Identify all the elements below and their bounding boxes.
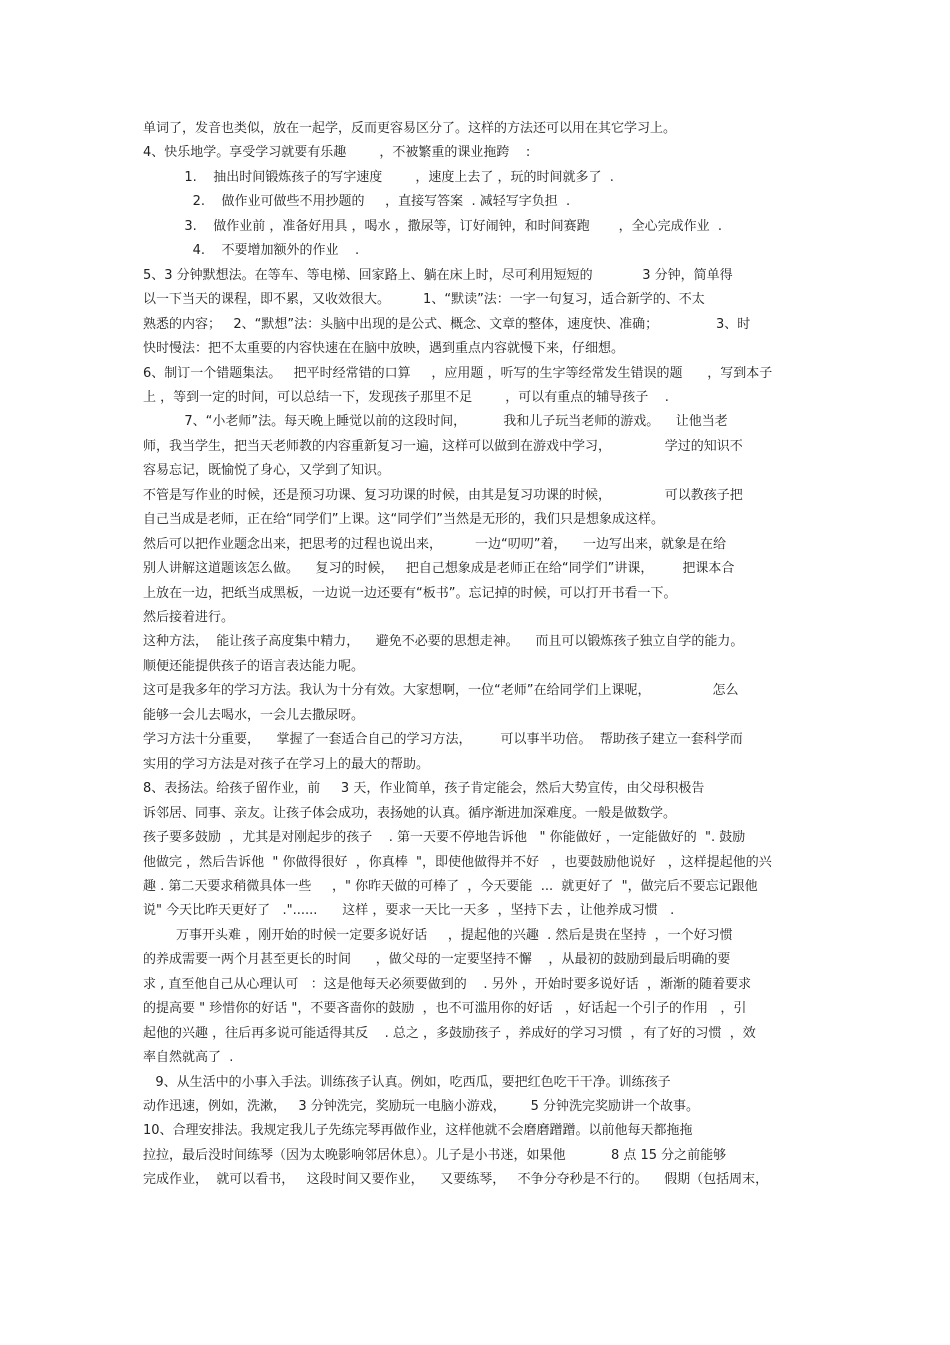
text-line: 这种方法， 能让孩子高度集中精力， 避免不必要的思想走神。 而且可以锻炼孩子独立自学的能力。: [143, 634, 744, 650]
text-line: 率自然就高了 .: [143, 1050, 234, 1066]
text-line: 7、“小老师”法。每天晚上睡觉以前的这段时间， 我和儿子玩当老师的游戏。 让他当老: [143, 414, 728, 430]
text-line: 孩子要多鼓励 ，尤其是对刚起步的孩子 . 第一天要不停地告诉他 " 你能做好 ，一定能做好的 ". 鼓励: [143, 830, 746, 845]
text-line: 完成作业， 就可以看书， 这段时间又要作业， 又要练琴， 不争分夺秒是不行的。 假期（包括周末，: [143, 1172, 769, 1188]
text-line: 3. 做作业前 ，准备好用具 ，喝水 ，撒尿等，订好闹钟，和时间赛跑 ，全心完成作业 .: [143, 218, 722, 234]
text-line: 万事开头难 ，刚开始的时候一定要多说好话 ，提起他的兴趣 . 然后是贵在坚持 ，一个好习惯: [143, 927, 733, 943]
text-line: 单词了，发音也类似，放在一起学，反而更容易区分了。这样的方法还可以用在其它学习上。: [143, 121, 677, 136]
text-line: 学习方法十分重要， 掌握了一套适合自己的学习方法， 可以事半功倍。 帮助孩子建立一套科学而: [143, 732, 743, 748]
text-line: 1. 抽出时间锻炼孩子的写字速度 ，速度上去了 ，玩的时间就多了 .: [143, 169, 614, 185]
text-line: 以一下当天的课程，即不累，又收效很大。 1、“默读”法：一字一句复习，适合新学的、不太: [143, 292, 705, 308]
text-line: 动作迅速，例如，洗漱， 3 分钟洗完，奖励玩一电脑小游戏， 5 分钟洗完奖励讲一个故事。: [143, 1099, 699, 1114]
text-line: 能够一会儿去喝水，一会儿去撒尿呀。: [143, 707, 365, 723]
text-line: 诉邻居、同事、亲友。让孩子体会成功，表扬她的认真。循序渐进加深难度。一般是做数学。: [143, 805, 677, 821]
text-line: 师，我当学生，把当天老师教的内容重新复习一遍，这样可以做到在游戏中学习， 学过的知识不: [143, 438, 743, 454]
text-line: 4. 不要增加额外的作业 .: [143, 243, 360, 259]
text-line: 趣 . 第二天要求稍微具体一些 ，" 你昨天做的可棒了 ，今天要能 ... 就更好了 "，做完后不要忘记跟他: [143, 878, 758, 894]
text-line: 6、制订一个错题集法。 把平时经常错的口算 ，应用题 ，听写的生字等经常发生错误的题 ，写到本子: [143, 365, 773, 381]
text-line: 他做完 ，然后告诉他 " 你做得很好 ，你真棒 "，即使他做得并不好 ，也要鼓励他说好 ，这样提起他的兴: [143, 854, 772, 870]
text-line: 的养成需要一两个月甚至更长的时间 ，做父母的一定要坚持不懈 ，从最初的鼓励到最后明确的要: [143, 952, 731, 968]
text-line: 上 ，等到一定的时间，可以总结一下，发现孩子那里不足 ，可以有重点的辅导孩子 .: [143, 389, 669, 405]
text-line: 2. 做作业可做些不用抄题的 ，直接写答案 . 减轻写字负担 .: [143, 194, 571, 210]
text-line: 上放在一边，把纸当成黑板，一边说一边还要有“板书”。忘记掉的时候，可以打开书看一下。: [143, 585, 677, 601]
text-line: 别人讲解这道题该怎么做。 复习的时候， 把自己想象成是老师正在给“同学们”讲课， 把课本合: [143, 561, 735, 577]
text-line: 9、从生活中的小事入手法。训练孩子认真。例如，吃西瓜，要把红色吃干干净。训练孩子: [143, 1074, 671, 1090]
text-line: 实用的学习方法是对孩子在学习上的最大的帮助。: [143, 756, 430, 772]
text-line: 8、表扬法。给孩子留作业，前 3 天，作业简单，孩子肯定能会，然后大势宣传，由父母积极告: [143, 781, 705, 797]
text-line: 4、快乐地学。享受学习就要有乐趣 ，不被繁重的课业拖跨 :: [143, 145, 531, 161]
text-line: 10、合理安排法。我规定我儿子先练完琴再做作业，这样他就不会磨磨蹭蹭。以前他每天都拖拖: [143, 1123, 693, 1139]
text-line: 顺便还能提供孩子的语言表达能力呢。: [143, 658, 365, 674]
text-line: 然后接着进行。: [143, 610, 235, 625]
text-line: 求 , 直至他自己从心理认可 ：这是他每天必须要做到的 . 另外 ，开始时要多说好话 ，渐渐的随着要求: [143, 976, 751, 992]
text-line: 拉拉，最后没时间练琴（因为太晚影响邻居休息）。儿子是小书迷，如果他 8 点 15 分之前能够: [143, 1147, 727, 1163]
text-line: 5、3 分钟默想法。在等车、等电梯、回家路上、躺在床上时，尽可利用短短的 3 分钟，简单得: [143, 267, 733, 283]
text-line: 然后可以把作业题念出来，把思考的过程也说出来， 一边“叨叨”着， 一边写出来，就象是在给: [143, 536, 727, 552]
text-line: 自己当成是老师，正在给“同学们”上课。这“同学们”当然是无形的，我们只是想象成这样。: [143, 512, 664, 528]
text-line: 快时慢法：把不太重要的内容快速在在脑中放映，遇到重点内容就慢下来，仔细想。: [143, 341, 625, 356]
text-line: 熟悉的内容； 2、“默想”法：头脑中出现的是公式、概念、文章的整体，速度快、准确； 3、时: [143, 316, 751, 332]
text-line: 起他的兴趣 ，往后再多说可能适得其反 . 总之 ，多鼓励孩子 ，养成好的学习习惯 ，有了好的习惯 ，效: [143, 1025, 756, 1041]
text-line: 不管是写作业的时候，还是预习功课、复习功课的时候，由其是复习功课的时候， 可以教孩子把: [143, 487, 743, 503]
text-line: 这可是我多年的学习方法。我认为十分有效。大家想啊，一位“老师”在给同学们上课呢， 怎么: [143, 683, 739, 699]
text-line: 的提高要 " 珍惜你的好话 "，不要吝啬你的鼓励 ，也不可滥用你的好话 ，好话起一个引子的作用 ，引: [143, 1001, 747, 1017]
text-line: 容易忘记，既愉悦了身心，又学到了知识。: [143, 463, 391, 479]
text-line: 说" 今天比昨天更好了 ."...... 这样 ，要求一天比一天多 ，坚持下去 ，让他养成习惯 .: [143, 903, 675, 919]
